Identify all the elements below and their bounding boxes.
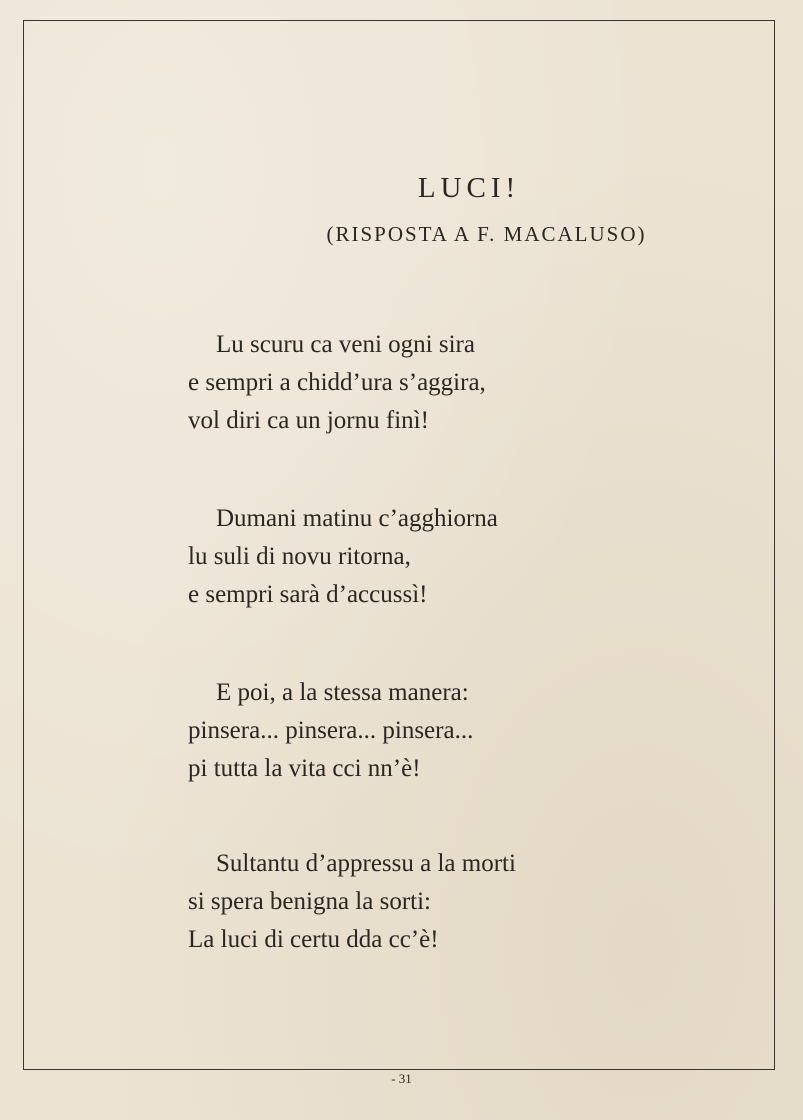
verse-line: vol diri ca un jornu finì! xyxy=(188,407,429,434)
verse-line: E poi, a la stessa manera: xyxy=(216,679,469,706)
verse-line: e sempri sarà d’accussì! xyxy=(188,581,428,608)
verse-line: e sempri a chidd’ura s’aggira, xyxy=(188,369,486,396)
stanza-3 xyxy=(188,674,648,788)
stanza-1 xyxy=(188,326,648,440)
verse-line: Dumani matinu c’agghiorna xyxy=(216,505,498,532)
verse-line: pinsera... pinsera... pinsera... xyxy=(188,717,474,744)
verse-line: Lu scuru ca veni ogni sira xyxy=(216,331,475,358)
verse-line: lu suli di novu ritorna, xyxy=(188,543,411,570)
verse-line: pi tutta la vita cci nn’è! xyxy=(188,755,421,782)
poem-subtitle: (RISPOSTA A F. MACALUSO) xyxy=(326,222,647,246)
verse-line: La luci di certu dda cc’è! xyxy=(188,926,439,953)
verse-line: si spera benigna la sorti: xyxy=(188,888,431,915)
verse-line: Sultantu d’appressu a la morti xyxy=(216,850,516,877)
stanza-2 xyxy=(188,500,648,614)
page-number: - 31 xyxy=(391,1071,412,1086)
stanza-4 xyxy=(188,845,648,959)
poem-title: LUCI! xyxy=(417,172,521,204)
